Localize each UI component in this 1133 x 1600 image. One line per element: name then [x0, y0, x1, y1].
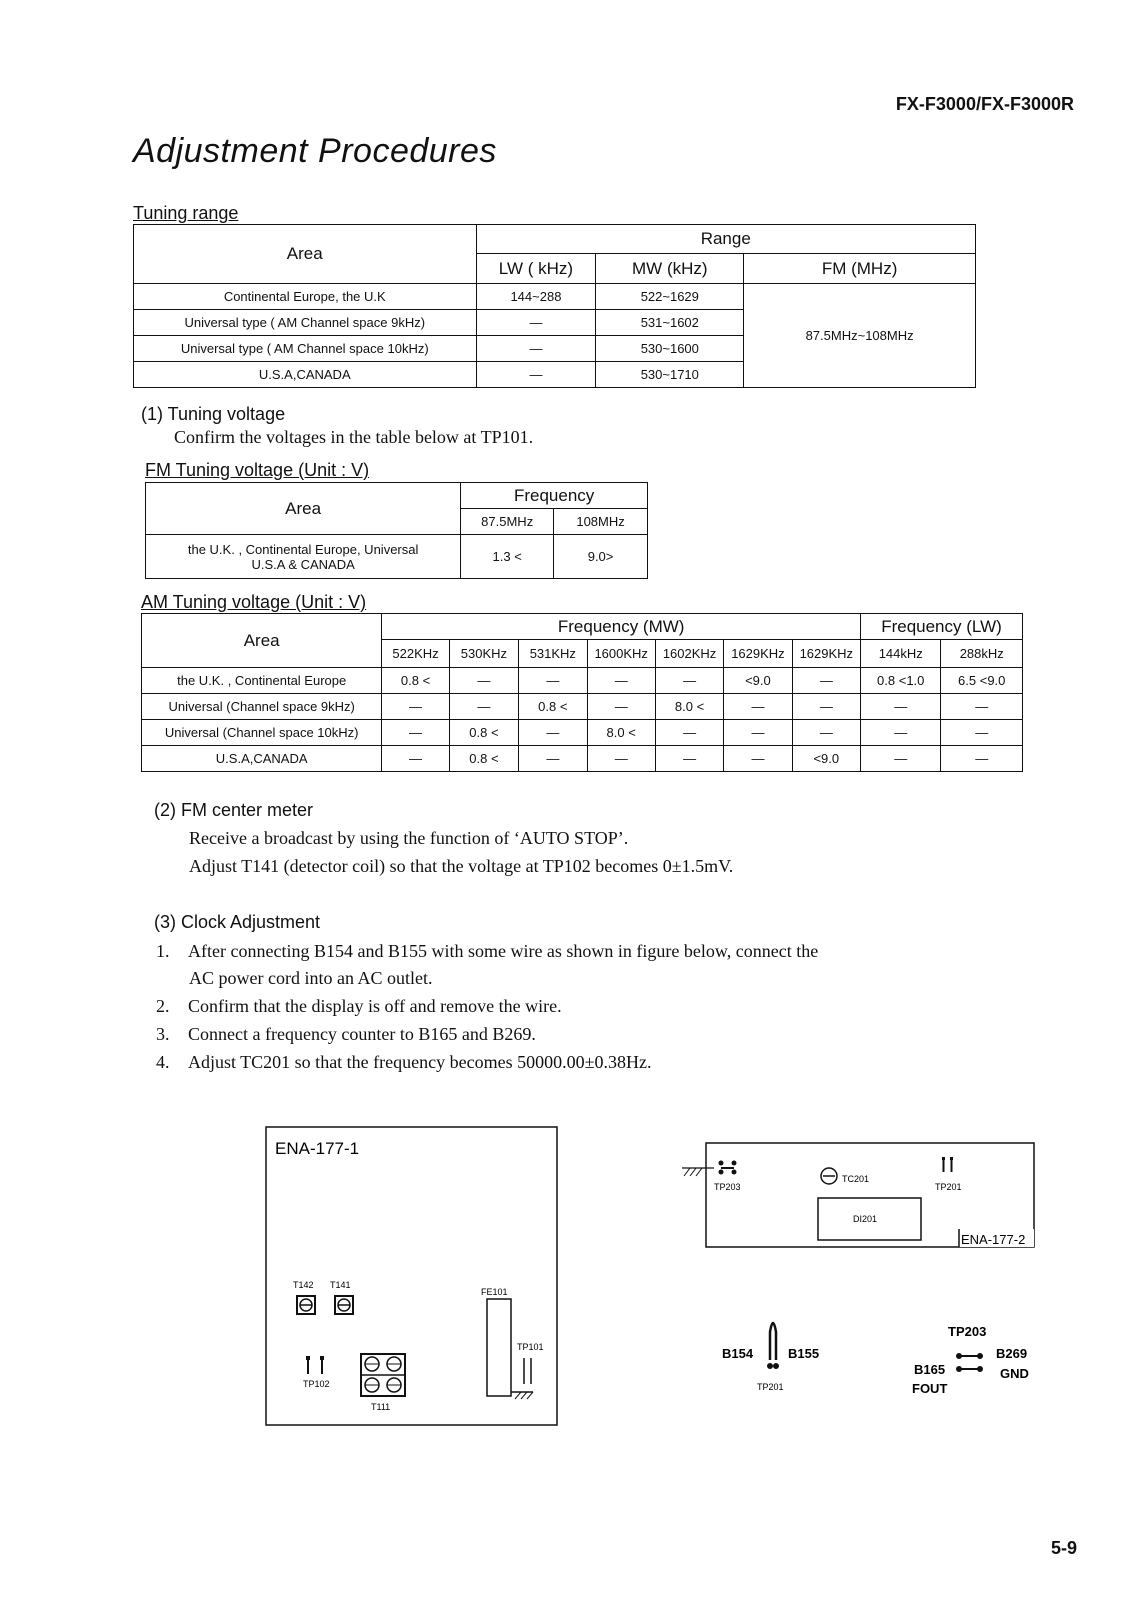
- table-cell: 0.8 <: [449, 746, 518, 772]
- table-cell: 0.8 <1.0: [861, 668, 941, 694]
- table-cell: 9.0>: [554, 535, 648, 579]
- t142-coil-icon: [297, 1296, 315, 1314]
- header-mw: MW (kHz): [596, 254, 744, 284]
- table-cell: —: [655, 668, 723, 694]
- am-voltage-table: [141, 613, 1023, 772]
- tp201-testpoint-icon: [942, 1157, 953, 1172]
- area-line-1: the U.K. , Continental Europe, Universal: [187, 541, 419, 557]
- fm-range-cell: 87.5MHz~108MHz: [744, 284, 976, 388]
- b269-label: B269: [996, 1346, 1028, 1361]
- tp203-label: TP203: [714, 1182, 741, 1192]
- page-title: Adjustment Procedures: [133, 132, 497, 170]
- pad-icon: [767, 1363, 773, 1369]
- ground-icon: [682, 1168, 714, 1176]
- header-area: Area: [146, 483, 461, 535]
- table-cell: —: [861, 720, 941, 746]
- clock-step-4: [156, 1052, 651, 1073]
- table-cell: —: [476, 336, 596, 362]
- table-cell: —: [861, 694, 941, 720]
- table-cell: 0.8 <: [382, 668, 449, 694]
- table-cell: —: [724, 720, 792, 746]
- tuning-range-caption: Tuning range: [133, 203, 239, 223]
- t142-label: T142: [293, 1280, 314, 1290]
- table-cell: —: [476, 310, 596, 336]
- clock-step-1-cont: AC power cord into an AC outlet.: [189, 968, 433, 988]
- header-lw: LW ( kHz): [476, 254, 596, 284]
- tp203-testpoint-icon: [956, 1353, 983, 1372]
- header-fm: FM (MHz): [744, 254, 976, 284]
- header-freq-col: 144kHz: [861, 640, 941, 668]
- tp101-testpoint-icon: [524, 1358, 531, 1384]
- pad-icon: [773, 1363, 779, 1369]
- header-frequency-lw: Frequency (LW): [861, 614, 1023, 640]
- header-frequency: Frequency: [461, 483, 648, 509]
- header-freq-col: 522KHz: [382, 640, 449, 668]
- instruction-text: Confirm the voltages in the table below at TP101.: [174, 427, 534, 447]
- section-heading-clock: (3) Clock Adjustment: [154, 912, 321, 932]
- header-freq-col: 288kHz: [941, 640, 1023, 668]
- table-cell: 530~1600: [596, 336, 744, 362]
- area-line-2: U.S.A & CANADA: [251, 556, 355, 572]
- table-cell: Universal type ( AM Channel space 10kHz): [134, 336, 477, 362]
- tuning-range-table: [133, 224, 976, 388]
- table-cell: 144~288: [476, 284, 596, 310]
- tp102-testpoint-icon: [306, 1356, 324, 1374]
- step-text: After connecting B154 and B155 with some wire as shown in figure below, connect the: [188, 941, 819, 961]
- t111-label: T111: [371, 1402, 391, 1412]
- table-cell: —: [587, 668, 655, 694]
- fm-center-line-1: Receive a broadcast by using the function of ‘AUTO STOP’.: [189, 828, 629, 848]
- tc201-label: TC201: [842, 1174, 870, 1184]
- clock-step-2: [156, 996, 562, 1017]
- b154-label: B154: [722, 1346, 754, 1361]
- table-cell: 6.5 <9.0: [941, 668, 1023, 694]
- board-ena-177-2-diagram: [676, 1140, 1038, 1250]
- t141-coil-icon: [335, 1296, 353, 1314]
- board-ena-177-1-diagram: [265, 1126, 560, 1428]
- table-cell: —: [476, 362, 596, 388]
- table-cell: 0.8 <: [519, 694, 587, 720]
- header-area: Area: [134, 225, 477, 284]
- table-cell: —: [724, 746, 792, 772]
- t141-label: T141: [330, 1280, 351, 1290]
- table-cell: —: [382, 720, 449, 746]
- table-cell: —: [655, 720, 723, 746]
- fe101-label: FE101: [481, 1287, 508, 1297]
- fm-area-cell: [146, 535, 461, 579]
- table-cell: 8.0 <: [655, 694, 723, 720]
- table-cell: —: [655, 746, 723, 772]
- table-cell: 530~1710: [596, 362, 744, 388]
- table-cell: —: [587, 746, 655, 772]
- table-cell: —: [382, 746, 449, 772]
- area-cell: the U.K. , Continental Europe: [142, 668, 382, 694]
- b165-label: B165: [914, 1362, 946, 1377]
- tp201-bottom-label: TP201: [757, 1382, 784, 1392]
- t111-coil-icon: [361, 1354, 405, 1396]
- area-cell: Universal (Channel space 10kHz): [142, 720, 382, 746]
- table-cell: 531~1602: [596, 310, 744, 336]
- fm-center-line-2: Adjust T141 (detector coil) so that the voltage at TP102 becomes 0±1.5mV.: [189, 856, 734, 876]
- header-freq-col: 1629KHz: [724, 640, 792, 668]
- step-number: 1.: [156, 941, 170, 961]
- table-cell: —: [449, 694, 518, 720]
- header-freq-col: 531KHz: [519, 640, 587, 668]
- header-freq-col: 530KHz: [449, 640, 518, 668]
- table-cell: U.S.A,CANADA: [134, 362, 477, 388]
- ground-icon: [511, 1392, 533, 1399]
- header-freq-col: 1602KHz: [655, 640, 723, 668]
- step-text: Adjust TC201 so that the frequency becomes 50000.00±0.38Hz.: [188, 1052, 652, 1072]
- tp102-label: TP102: [303, 1379, 330, 1389]
- table-cell: Universal type ( AM Channel space 9kHz): [134, 310, 477, 336]
- table-cell: 522~1629: [596, 284, 744, 310]
- table-row: [142, 746, 1023, 772]
- header-freq-col: 1600KHz: [587, 640, 655, 668]
- b155-label: B155: [788, 1346, 820, 1361]
- jumper-wire-icon: [770, 1323, 776, 1360]
- table-cell: —: [449, 668, 518, 694]
- table-cell: 1.3 <: [461, 535, 554, 579]
- header-freq-1: 87.5MHz: [461, 509, 554, 535]
- tp203-testpoint-icon: [719, 1161, 737, 1175]
- di201-label: DI201: [853, 1214, 878, 1224]
- section-heading-tuning-voltage: (1) Tuning voltage: [141, 404, 286, 424]
- fe101-module: [487, 1299, 511, 1396]
- board-label: ENA-177-2: [961, 1232, 1026, 1247]
- table-cell: —: [382, 694, 449, 720]
- am-voltage-caption: AM Tuning voltage (Unit : V): [141, 592, 367, 612]
- table-cell: <9.0: [792, 746, 860, 772]
- board-label: ENA-177-1: [275, 1139, 360, 1158]
- step-number: 3.: [156, 1024, 170, 1044]
- step-text: Connect a frequency counter to B165 and B269.: [188, 1024, 536, 1044]
- table-cell: —: [941, 720, 1023, 746]
- table-cell: —: [519, 720, 587, 746]
- table-cell: —: [724, 694, 792, 720]
- table-cell: —: [941, 746, 1023, 772]
- frequency-counter-connection-diagram: [908, 1318, 1038, 1402]
- table-cell: <9.0: [724, 668, 792, 694]
- table-cell: —: [587, 694, 655, 720]
- clock-step-1: [156, 941, 818, 962]
- table-cell: —: [792, 668, 860, 694]
- tp203-bottom-label: TP203: [948, 1324, 987, 1339]
- table-cell: —: [792, 720, 860, 746]
- clock-step-3: [156, 1024, 536, 1045]
- table-cell: Continental Europe, the U.K: [134, 284, 477, 310]
- area-cell: Universal (Channel space 9kHz): [142, 694, 382, 720]
- table-cell: —: [941, 694, 1023, 720]
- table-cell: 8.0 <: [587, 720, 655, 746]
- table-row: [142, 668, 1023, 694]
- step-number: 2.: [156, 996, 170, 1016]
- table-cell: —: [519, 746, 587, 772]
- gnd-label: GND: [1000, 1366, 1029, 1381]
- tp201-label: TP201: [935, 1182, 962, 1192]
- header-range: Range: [476, 225, 975, 254]
- table-row: [142, 694, 1023, 720]
- area-cell: U.S.A,CANADA: [142, 746, 382, 772]
- table-row: [142, 720, 1023, 746]
- header-freq-2: 108MHz: [554, 509, 648, 535]
- table-cell: 0.8 <: [449, 720, 518, 746]
- table-cell: —: [792, 694, 860, 720]
- table-cell: —: [861, 746, 941, 772]
- step-number: 4.: [156, 1052, 170, 1072]
- tp101-label: TP101: [517, 1342, 544, 1352]
- section-heading-fm-center: (2) FM center meter: [154, 800, 314, 820]
- tc201-trimmer-icon: [821, 1168, 837, 1184]
- header-area: Area: [142, 614, 382, 668]
- step-text: Confirm that the display is off and remove the wire.: [188, 996, 562, 1016]
- page-number: 5-9: [1050, 1538, 1077, 1558]
- fm-voltage-table: [145, 482, 648, 579]
- fm-voltage-caption: FM Tuning voltage (Unit : V): [145, 460, 370, 480]
- header-freq-col: 1629KHz: [792, 640, 860, 668]
- fout-label: FOUT: [912, 1381, 948, 1396]
- wire-connection-diagram: [716, 1308, 831, 1400]
- model-number: FX-F3000/FX-F3000R: [895, 94, 1074, 114]
- header-frequency-mw: Frequency (MW): [382, 614, 861, 640]
- table-cell: —: [519, 668, 587, 694]
